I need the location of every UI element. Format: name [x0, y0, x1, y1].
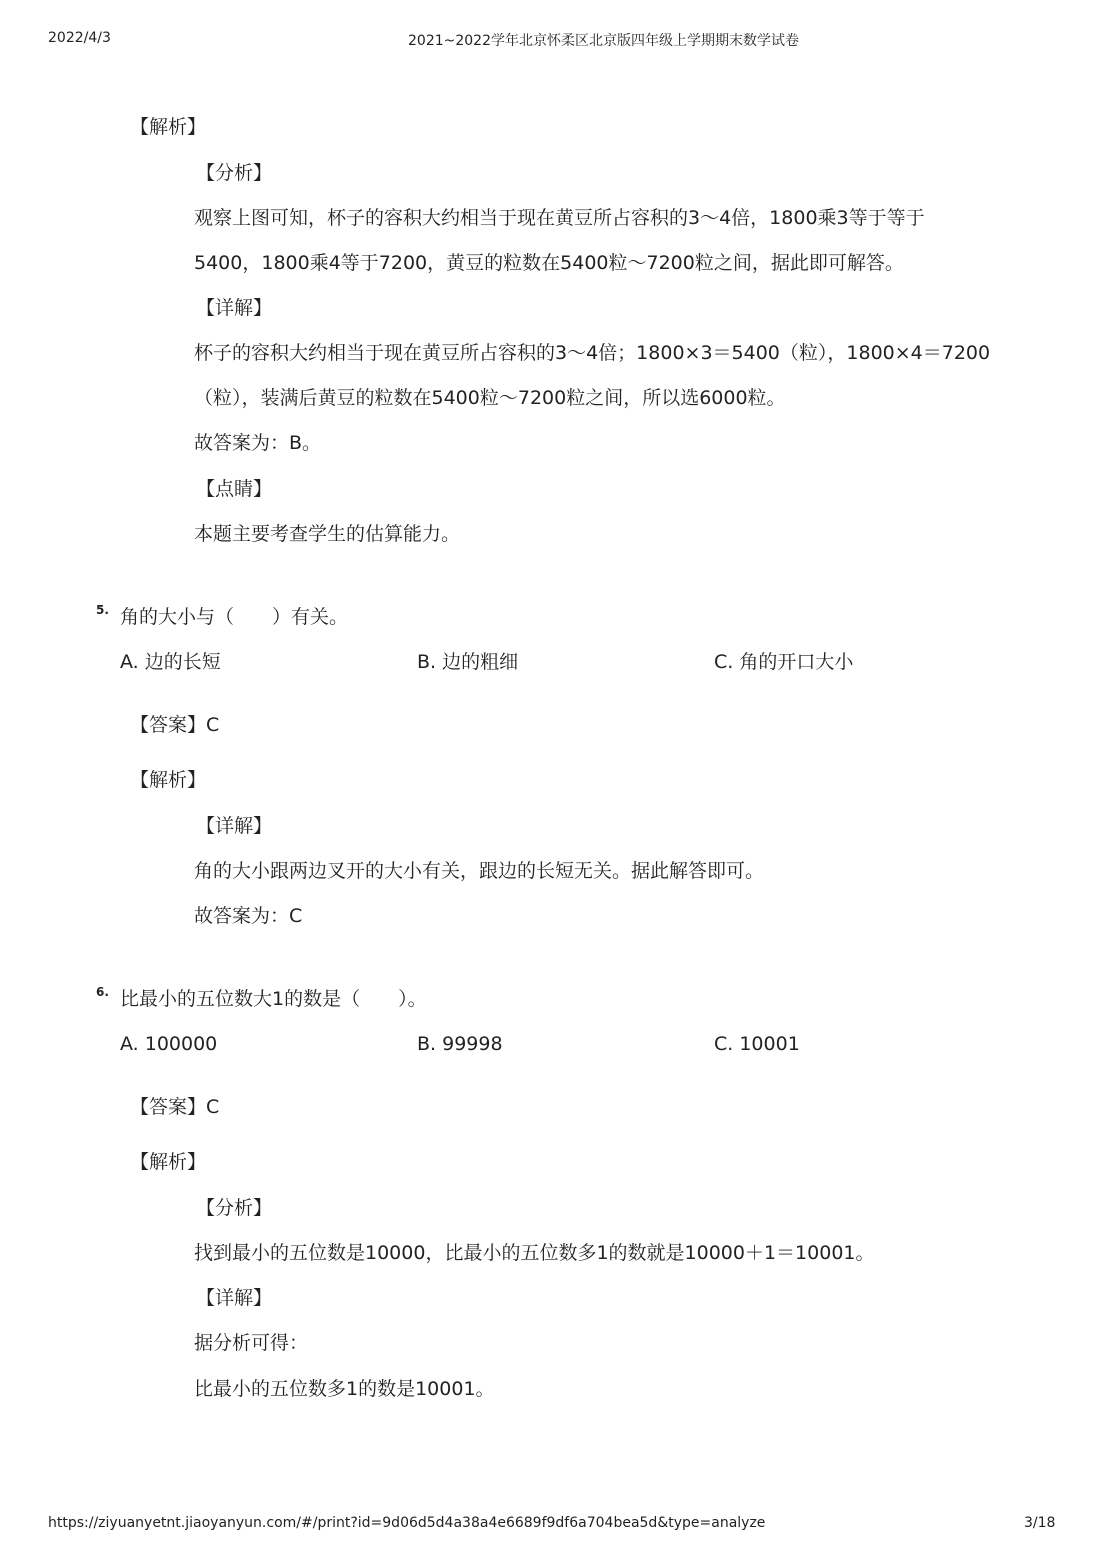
q6-xiangjie-line2: 比最小的五位数多1的数是10001。: [194, 1378, 495, 1400]
q4-xiangjie-line2: （粒），装满后黄豆的粒数在5400粒～7200粒之间，所以选6000粒。: [194, 387, 786, 409]
q6-fenxi-text: 找到最小的五位数是10000，比最小的五位数多1的数就是10000＋1＝10001。: [194, 1242, 875, 1264]
print-date: 2022/4/3: [48, 30, 111, 46]
q4-dianjing-text: 本题主要考查学生的估算能力。: [194, 523, 461, 545]
q5-xiangjie-text: 角的大小跟两边叉开的大小有关，跟边的长短无关。据此解答即可。: [194, 860, 765, 882]
q4-fenxi-label: 【分析】: [196, 162, 273, 184]
footer-url: https://ziyuanyetnt.jiaoyanyun.com/#/print?id=9d06d5d4a38a4e6689f9df6a704bea5d&type=analyze: [48, 1515, 766, 1531]
q6-option-b: B. 99998: [417, 1033, 503, 1055]
q5-number: 5.: [96, 603, 109, 617]
q4-dianjing-label: 【点睛】: [196, 478, 273, 500]
page-title: 2021~2022学年北京怀柔区北京版四年级上学期期末数学试卷: [408, 33, 799, 49]
q4-fenxi-line2: 5400，1800乘4等于7200，黄豆的粒数在5400粒～7200粒之间，据此即可解答。: [194, 252, 904, 274]
q5-xiangjie-label: 【详解】: [196, 815, 273, 837]
q6-fenxi-label: 【分析】: [196, 1197, 273, 1219]
q4-xiangjie-line1: 杯子的容积大约相当于现在黄豆所占容积的3～4倍；1800×3＝5400（粒），1800×4＝7200: [194, 342, 991, 364]
q4-jiexi-label: 【解析】: [130, 116, 207, 138]
q6-stem: 比最小的五位数大1的数是（ ）。: [120, 988, 427, 1010]
q5-option-a: A. 边的长短: [120, 651, 221, 673]
q5-jiexi-label: 【解析】: [130, 769, 207, 791]
q4-xiangjie-label: 【详解】: [196, 297, 273, 319]
q4-answer-line: 故答案为：B。: [194, 432, 322, 454]
q4-fenxi-line1: 观察上图可知，杯子的容积大约相当于现在黄豆所占容积的3～4倍，1800乘3等于等于: [194, 207, 925, 229]
q5-answer-line: 故答案为：C: [194, 905, 303, 927]
q5-option-b: B. 边的粗细: [417, 651, 519, 673]
q6-xiangjie-line1: 据分析可得：: [194, 1332, 309, 1354]
q6-xiangjie-label: 【详解】: [196, 1287, 273, 1309]
q6-answer: 【答案】C: [130, 1096, 220, 1118]
q6-number: 6.: [96, 985, 109, 999]
q5-answer: 【答案】C: [130, 714, 220, 736]
q5-option-c: C. 角的开口大小: [714, 651, 854, 673]
q6-option-a: A. 100000: [120, 1033, 218, 1055]
page-number: 3/18: [1024, 1515, 1056, 1531]
q6-jiexi-label: 【解析】: [130, 1151, 207, 1173]
q6-option-c: C. 10001: [714, 1033, 800, 1055]
q5-stem: 角的大小与（ ）有关。: [120, 606, 349, 628]
